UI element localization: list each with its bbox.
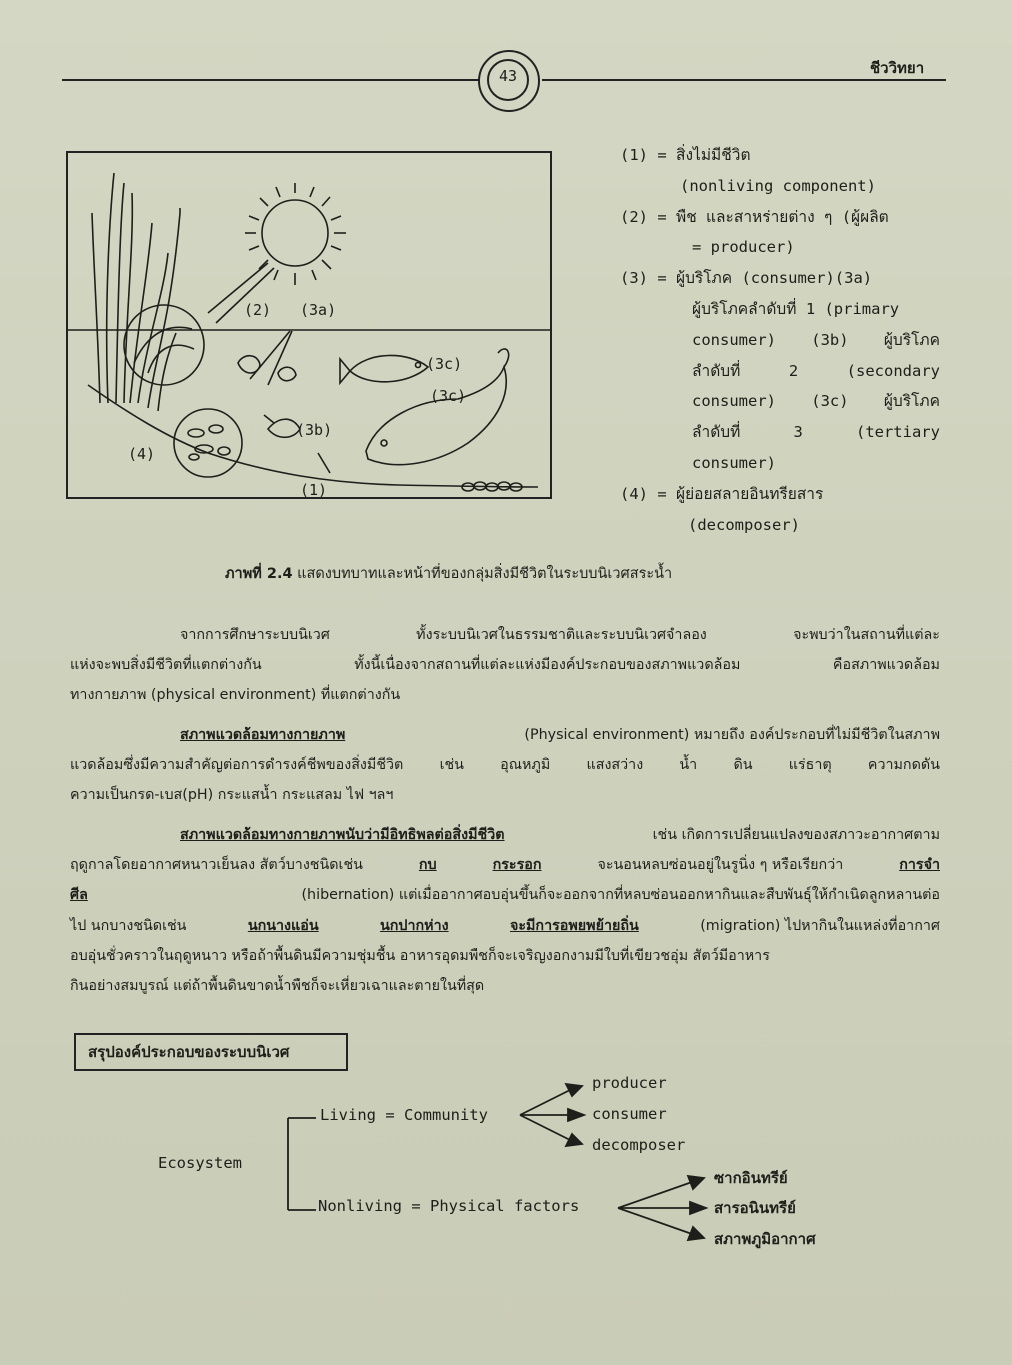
label-decomposer: (4): [128, 445, 156, 463]
arrow-organic-icon: [688, 1176, 704, 1189]
tree-leaf-producer: producer: [592, 1074, 667, 1092]
legend-row: consumer): [692, 453, 776, 472]
arrow-consumer-icon: [568, 1109, 584, 1121]
text-line: สภาพแวดล้อมทางกายภาพนับว่ามีอิทธิพลต่อสิ่งมีชีวิต เช่น เกิดการเปลี่ยนแปลงของสภาวะอากาศตาม: [70, 820, 940, 850]
legend-row: (4) = ผู้ย่อยสลายอินทรียสาร: [620, 484, 824, 503]
tree-root-ecosystem: Ecosystem: [158, 1154, 242, 1172]
text-line: สภาพแวดล้อมทางกายภาพ (Physical environment) หมายถึง องค์ประกอบที่ไม่มีชีวิตในสภาพ: [70, 720, 940, 750]
legend-row: (1) = สิ่งไม่มีชีวิต: [620, 146, 751, 164]
term-influence: สภาพแวดล้อมทางกายภาพนับว่ามีอิทธิพลต่อสิ่งมีชีวิต: [180, 827, 505, 843]
tree-node-nonliving: Nonliving = Physical factors: [318, 1197, 580, 1215]
legend-row: (2) = พืช และสาหร่ายต่าง ๆ (ผู้ผลิต: [620, 207, 889, 226]
arrow-climate-icon: [688, 1227, 704, 1240]
tree-leaf-inorganic-substances: สารอนินทรีย์: [714, 1199, 796, 1217]
legend-row: (3) = ผู้บริโภค (consumer)(3a): [620, 269, 873, 288]
arrow-producer-icon: [566, 1084, 582, 1096]
text-line: ศีล (hibernation) แต่เมื่ออากาศอบอุ่นขึ้นก็จะออกจากที่หลบซ่อนออกหากินและสืบพันธุ์ให้กำเนิดลูกหลานต่อ: [70, 887, 940, 904]
text-line: ฤดูกาลโดยอากาศหนาวเย็นลง สัตว์บางชนิดเช่น กบ กระรอก จะนอนหลบซ่อนอยู่ในรูนิ่ง ๆ หรือเรียกว่า การจำ: [70, 857, 940, 874]
label-producer: (2): [244, 301, 272, 319]
tree-leaf-organic-remains: ซากอินทรีย์: [714, 1169, 788, 1187]
arrow-inorganic-icon: [690, 1202, 706, 1214]
legend-row: ลำดับที่ 3 (tertiary: [692, 423, 940, 442]
tree-node-living: Living = Community: [320, 1106, 488, 1124]
text-line: ความเป็นกรด-เบส(pH) กระแสน้ำ กระแสลม ไฟ ฯลฯ: [70, 787, 394, 804]
text-line: แห่งจะพบสิ่งมีชีวิตที่แตกต่างกัน ทั้งนี้เนื่องจากสถานที่แต่ละแห่งมีองค์ประกอบของสภาพแวดล้อม คือสภาพแวดล้อม: [70, 657, 940, 674]
label-tertiary-consumer-2: (3c): [430, 387, 467, 405]
text-line: กินอย่างสมบูรณ์ แต่ถ้าพื้นดินขาดน้ำพืชก็จะเหี่ยวเฉาและตายในที่สุด: [70, 978, 485, 995]
text-line: ทางกายภาพ (physical environment) ที่แตกต่างกัน: [70, 687, 401, 704]
legend-row: ลำดับที่ 2 (secondary: [692, 361, 940, 380]
text-line: ไป นกบางชนิดเช่น นกนางแอ่น นกปากห่าง จะมีการอพยพย้ายถิ่น (migration) ไปหากินในแหล่งที่อากาศ: [70, 917, 940, 934]
tree-leaf-climate: สภาพภูมิอากาศ: [714, 1230, 816, 1248]
tree-leaf-decomposer: decomposer: [592, 1136, 686, 1154]
text-line: แวดล้อมซึ่งมีความสำคัญต่อการดำรงค์ชีพของสิ่งมีชีวิต เช่น อุณหภูมิ แสงสว่าง น้ำ ดิน แร่ธาตุ ความกดดัน: [70, 757, 940, 774]
label-secondary-consumer: (3b): [296, 421, 333, 439]
figure-number: ภาพที่ 2.4: [225, 566, 293, 582]
legend-row: (decomposer): [688, 515, 800, 534]
text-line: อบอุ่นชั่วคราวในฤดูหนาว หรือถ้าพื้นดินมีความชุ่มชื้น อาหารอุดมพืชก็จะเจริญงอกงามมีใบที่เขียวชอุ่ม สัตว์มีอาหาร: [70, 947, 770, 964]
term-physical-environment: สภาพแวดล้อมทางกายภาพ: [180, 727, 346, 743]
arrow-decomposer-icon: [566, 1134, 582, 1146]
label-nonliving: (1): [300, 481, 328, 499]
tree-leaf-consumer: consumer: [592, 1105, 667, 1123]
page-number: 43: [498, 67, 518, 85]
running-head: ชีววิทยา: [870, 59, 925, 77]
legend-row: = producer): [692, 238, 795, 257]
figure-caption-text: แสดงบทบาทและหน้าที่ของกลุ่มสิ่งมีชีวิตในระบบนิเวศสระน้ำ: [297, 566, 673, 582]
legend-row: ผู้บริโภคลำดับที่ 1 (primary: [692, 299, 900, 318]
text-line: จากการศึกษาระบบนิเวศ ทั้งระบบนิเวศในธรรมชาติและระบบนิเวศจำลอง จะพบว่าในสถานที่แต่ละ: [180, 627, 940, 643]
summary-heading-box: สรุปองค์ประกอบของระบบนิเวศ: [74, 1033, 348, 1071]
label-primary-consumer: (3a): [300, 301, 337, 319]
legend-row: consumer) (3b) ผู้บริโภค: [692, 330, 940, 349]
label-tertiary-consumer-1: (3c): [426, 355, 463, 373]
legend-row: consumer) (3c) ผู้บริโภค: [692, 392, 940, 411]
legend-row: (nonliving component): [680, 176, 876, 195]
